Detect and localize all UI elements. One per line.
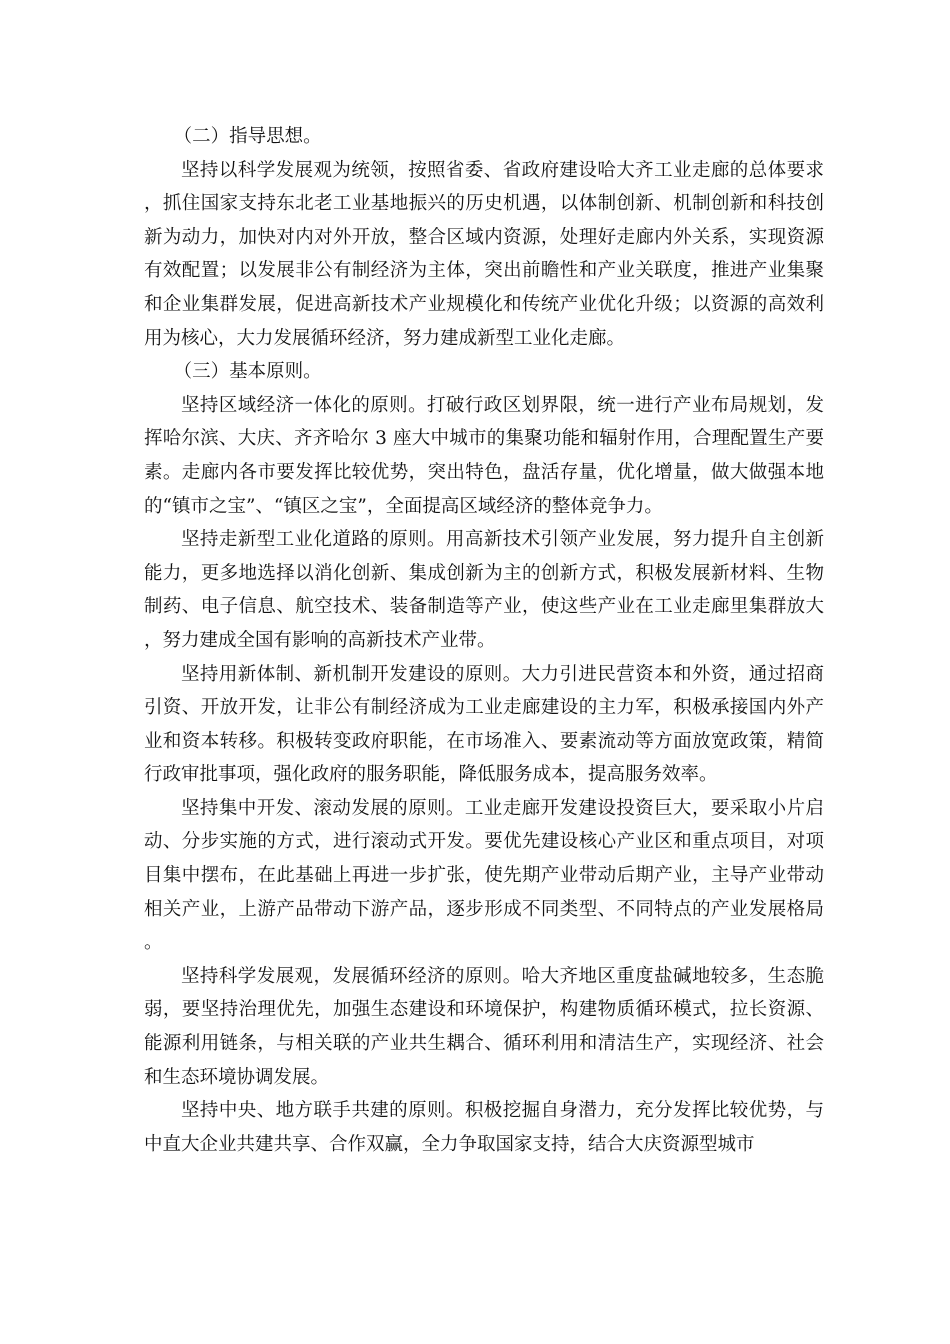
paragraph-principle-new-mechanism: 坚持用新体制、新机制开发建设的原则。大力引进民营资本和外资，通过招商引资、开放开发，让非公有制经济成为工业走廊建设的主力军，积极承接国内外产业和资本转移。积极转变政府职能，在市场准入、要素流动等方面放宽政策，精简行政审批事项，强化政府的服务职能，降低服务成本，提高服务效率。 bbox=[144, 663, 824, 786]
paragraph-principle-joint-construction: 坚持中央、地方联手共建的原则。积极挖掘自身潜力，充分发挥比较优势，与中直大企业共建共享、合作双赢，全力争取国家支持，结合大庆资源型城市 bbox=[144, 1100, 824, 1155]
paragraph-guiding-ideology: 坚持以科学发展观为统领，按照省委、省政府建设哈大齐工业走廊的总体要求，抓住国家支持东北老工业基地振兴的历史机遇，以体制创新、机制创新和科技创新为动力，加快对内对外开放，整合区域内资源，处理好走廊内外关系，实现资源有效配置；以发展非公有制经济为主体，突出前瞻性和产业关联度，推进产业集聚和企业集群发展，促进高新技术产业规模化和传统产业优化升级；以资源的高效利用为核心，大力发展循环经济，努力建成新型工业化走廊。 bbox=[144, 159, 824, 349]
paragraph-principle-circular-economy: 坚持科学发展观，发展循环经济的原则。哈大齐地区重度盐碱地较多，生态脆弱，要坚持治理优先，加强生态建设和环境保护，构建物质循环模式，拉长资源、能源利用链条，与相关联的产业共生耦合、循环利用和清洁生产，实现经济、社会和生态环境协调发展。 bbox=[144, 965, 824, 1088]
section-heading-guiding-ideology: （二）指导思想。 bbox=[173, 126, 322, 147]
paragraph-principle-new-industrialization: 坚持走新型工业化道路的原则。用高新技术引领产业发展，努力提升自主创新能力，更多地选择以消化创新、集成创新为主的创新方式，积极发展新材料、生物制药、电子信息、航空技术、装备制造等产业，使这些产业在工业走廊里集群放大，努力建成全国有影响的高新技术产业带。 bbox=[144, 529, 824, 651]
paragraph-principle-concentrated-development: 坚持集中开发、滚动发展的原则。工业走廊开发建设投资巨大，要采取小片启动、分步实施的方式，进行滚动式开发。要优先建设核心产业区和重点项目，对项目集中摆布，在此基础上再进一步扩张，使先期产业带动后期产业，主导产业带动相关产业，上游产品带动下游产品，逐步形成不同类型、不同特点的产业发展格局。 bbox=[144, 797, 824, 954]
section-heading-basic-principles: （三）基本原则。 bbox=[173, 361, 322, 383]
document-body bbox=[144, 120, 824, 1161]
paragraph-principle-regional-integration: 坚持区域经济一体化的原则。打破行政区划界限，统一进行产业布局规划，发挥哈尔滨、大庆、齐齐哈尔 3 座大中城市的集聚功能和辐射作用，合理配置生产要素。走廊内各市要发挥比较优势，突出特色，盘活存量，优化增量，做大做强本地的“镇市之宝”、“镇区之宝”，全面提高区域经济的整体竞争力。 bbox=[144, 394, 824, 517]
